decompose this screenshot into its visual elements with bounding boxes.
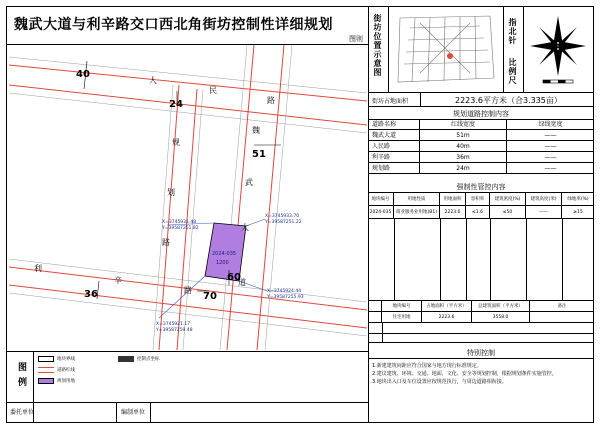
road-weiwu [220, 45, 292, 350]
north-label: 指北针 [508, 18, 517, 45]
table-row: 规划路 24m —— [368, 163, 594, 174]
table-row: 2024-035 商业服务业用地(B1) 2223.6 ≤1.6 ≤50 —— ≥15 [368, 206, 594, 219]
road-name-lixin-2: 辛 [114, 276, 122, 285]
road-name-renmin-3: 路 [267, 96, 275, 105]
road-name-renmin-2: 民 [209, 86, 217, 95]
width-label-weiwu: 51 [252, 149, 266, 160]
plan-map[interactable] [9, 45, 367, 350]
table-row: 魏武大道 51m —— [368, 130, 594, 141]
roads-section-title: 规划道路控制内容 [453, 110, 509, 118]
legend-item-1: 地块界线 [38, 356, 75, 362]
coord-1-y: Y=39587251.82 [162, 226, 199, 231]
coord-3-x: X=3745924.44 [267, 289, 302, 294]
sub-header-row: 地块编号 占地面积（平方米） 总建筑面积（平方米） 备注 [368, 301, 594, 312]
legend-item-4: 控制点坐标 [118, 356, 160, 362]
width-label-lixin: 36 [84, 289, 98, 300]
parcel-area-label: 1200 [216, 260, 229, 266]
road-name-weiwu-2: 武 [245, 178, 253, 187]
width-label-renmin: 40 [76, 69, 90, 80]
location-marker [447, 53, 453, 59]
roads-table [368, 119, 594, 174]
legend-items [38, 356, 358, 396]
road-name-guihua-3: 路 [162, 238, 170, 247]
width-label-60: 60 [227, 272, 241, 283]
road-name-lixin-3: 路 [184, 286, 192, 295]
coord-4-y: Y=39587259.48 [156, 328, 193, 333]
legend-title: 图例 [16, 362, 26, 392]
road-name-lixin-1: 利 [34, 264, 42, 273]
legend-item-3: 规划用地 [38, 378, 75, 384]
coord-1-x: X=3745931.48 [162, 220, 197, 225]
legend-swatch-boundary [38, 356, 54, 362]
drawing-title: 魏武大道与利辛路交口西北角街坊控制性详细规划 [14, 17, 333, 33]
drawing-tag: 图则 [349, 35, 363, 43]
legend-swatch-parcel [38, 378, 54, 384]
parcel-label: 2024-035 [212, 251, 237, 257]
special-section-title: 特别控制 [467, 349, 495, 357]
sub-empty-rows [368, 323, 594, 343]
special-note-2: 2.建议建筑、环境、交通、地面、文化、安全等规划控制，根据规划条件实施管控。 [372, 371, 557, 377]
scale-label: 比例尺 [508, 58, 517, 85]
compass-icon [525, 10, 591, 88]
table-row: 人民路 40m —— [368, 141, 594, 152]
legend-swatch-redline [38, 367, 54, 373]
location-map [390, 8, 502, 90]
location-map-label: 街坊位置示意图 [373, 14, 382, 77]
control-section-title: 强制性管控内容 [456, 183, 506, 191]
control-table [368, 192, 594, 219]
roads-header-row: 道路名称 红线宽度 绿线宽度 [368, 119, 594, 130]
special-note-3: 3.地块出入口及车位设置应按规范执行，与周边道路相衔接。 [372, 379, 507, 385]
special-note-1: 1.新建建筑间距应符合国家与地方现行标准规定。 [372, 363, 482, 369]
area-label: 街坊占地面积 [372, 98, 409, 105]
coord-2-y: Y=39587251.22 [265, 220, 302, 225]
table-row: 住宅用地 2223.6 3558.0 [368, 312, 594, 323]
width-label-70: 70 [203, 291, 217, 302]
width-label-guihua: 24 [169, 99, 183, 110]
footer-divider [6, 402, 368, 403]
special-notes [372, 362, 590, 386]
legend-top-divider [6, 351, 368, 352]
footer-mid-divider [116, 402, 117, 423]
special-divider [368, 358, 594, 359]
coord-3-y: Y=39587255.93 [267, 295, 304, 300]
road-name-guihua-1: 规 [172, 138, 180, 147]
road-name-renmin-1: 人 [149, 76, 157, 85]
road-guihua [153, 85, 203, 350]
panel-divider-area [368, 92, 594, 93]
control-empty-grid [368, 219, 594, 301]
road-renmin [9, 57, 367, 133]
loc-divider-2 [503, 6, 504, 92]
area-value: 2223.6平方米（合3.335亩） [455, 96, 562, 105]
footer-divider-2 [150, 402, 151, 423]
legend-swatch-coords [118, 356, 134, 362]
road-name-weiwu-3: 大 [241, 223, 249, 232]
footer-client-label: 委托单位 [10, 409, 35, 416]
road-name-guihua-2: 划 [167, 188, 175, 197]
table-row: 利辛路 36m —— [368, 152, 594, 163]
loc-divider-3 [523, 6, 524, 92]
legend-item-2: 道路红线 [38, 367, 75, 373]
coord-2-x: X=3745933.70 [265, 214, 300, 219]
coord-4-x: X=3745921.17 [156, 322, 191, 327]
loc-divider-1 [388, 6, 389, 92]
area-divider [420, 92, 421, 106]
road-name-weiwu-1: 魏 [252, 126, 260, 135]
panel-divider-roads [368, 106, 594, 107]
road-name-weiwu-4: 道 [238, 278, 246, 287]
sub-table [368, 301, 594, 343]
control-header-row: 地块编号 用地性质 用地面积 容积率 建筑密度(%) 建筑高度(米) 绿地率(%) [368, 193, 594, 206]
footer-editor-label: 编制单位 [121, 409, 146, 416]
